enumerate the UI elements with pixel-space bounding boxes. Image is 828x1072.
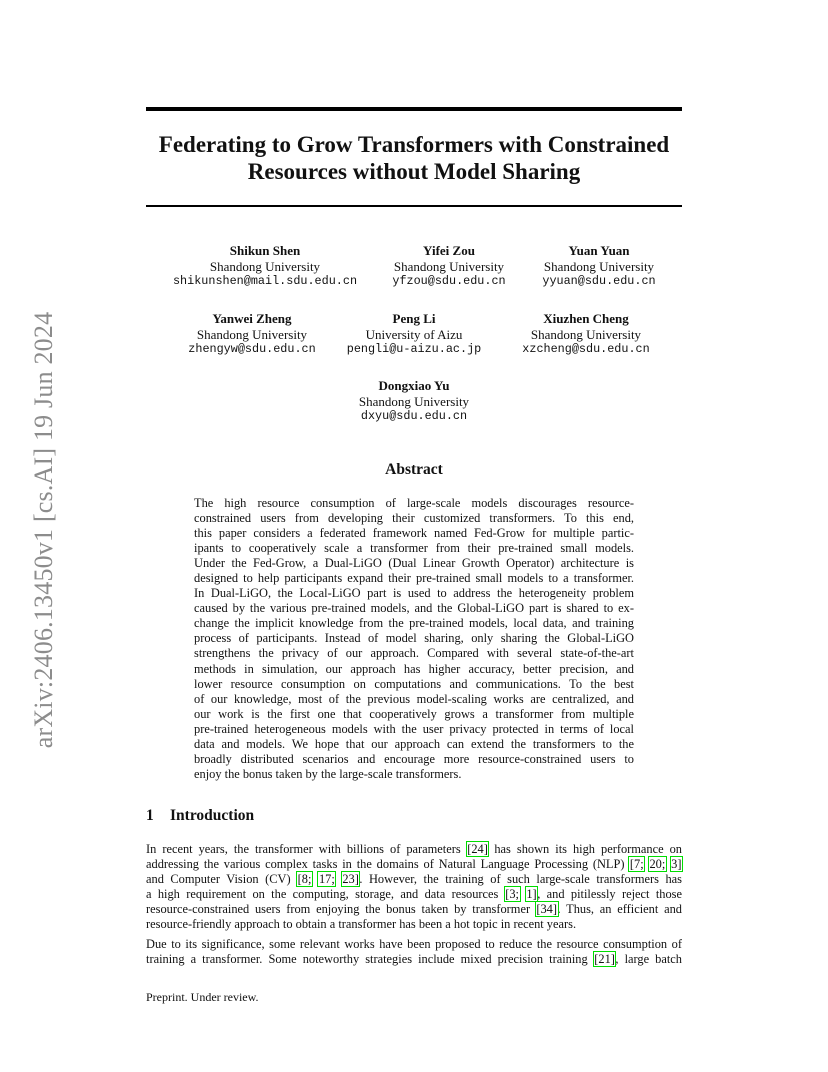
abstract-line: methods in simulation, our approach has higher accuracy, better precision, and xyxy=(194,661,634,676)
text: . However, the training of such large-scale transformers has xyxy=(359,872,682,887)
author-email[interactable]: zhengyw@sdu.edu.cn xyxy=(188,342,316,356)
paragraph-line xyxy=(146,902,682,917)
abstract-line: change the implicit knowledge from the pre-trained models, local data, and training xyxy=(194,616,634,631)
paragraph-line xyxy=(146,952,682,967)
author-name: Xiuzhen Cheng xyxy=(543,311,629,326)
citation-link[interactable]: [34] xyxy=(536,902,557,917)
author-name: Peng Li xyxy=(392,311,436,326)
author-affiliation: University of Aizu xyxy=(365,326,463,342)
citation-link[interactable]: 17; xyxy=(318,872,335,887)
section-heading xyxy=(146,807,254,825)
text: In recent years, the transformer with billions of parameters xyxy=(146,842,467,856)
abstract-line: strengthens the privacy of our approach. Compared with several state-of-the-art xyxy=(194,646,634,661)
author-affiliation: Shandong University xyxy=(209,258,321,274)
text xyxy=(520,887,526,901)
intro-paragraph xyxy=(146,842,682,932)
section-number: 1 xyxy=(146,807,154,824)
citation-link[interactable]: 1] xyxy=(526,887,537,902)
author-email[interactable]: xzcheng@sdu.edu.cn xyxy=(522,342,650,356)
citation-link[interactable]: [3; xyxy=(505,887,519,902)
author-name: Yuan Yuan xyxy=(568,243,630,258)
abstract-line: pre-trained heterogeneous models with the user privacy protected in terms of local xyxy=(194,721,634,736)
author-email[interactable]: yfzou@sdu.edu.cn xyxy=(392,274,506,288)
arxiv-identifier-stamp xyxy=(24,300,64,760)
text: and Computer Vision (CV) xyxy=(146,872,298,887)
text: resource-constrained users from enjoying the bonus taken by transformer xyxy=(146,902,536,917)
abstract-line: Under the Fed-Grow, a Dual-LiGO (Dual Linear Growth Operator) architecture is xyxy=(194,556,634,571)
author-block xyxy=(524,243,674,290)
author-affiliation: Shandong University xyxy=(530,326,642,342)
abstract-line: this paper considers a federated framework named Fed-Grow for multiple partic- xyxy=(194,526,634,541)
paragraph-line xyxy=(146,872,682,887)
author-name: Yifei Zou xyxy=(423,243,475,258)
author-affiliation: Shandong University xyxy=(393,258,505,274)
abstract-line: In Dual-LiGO, the Local-LiGO part is used to address the heterogeneity problem xyxy=(194,586,634,601)
author-affiliation: Shandong University xyxy=(358,393,470,409)
abstract-line: our work is the first one that cooperatively grows a transformer from multiple xyxy=(194,706,634,721)
citation-link[interactable]: [24] xyxy=(467,842,488,856)
paragraph-line xyxy=(146,842,682,857)
text: . Thus, an efficient and xyxy=(557,902,682,917)
author-name: Shikun Shen xyxy=(229,243,301,258)
paragraph-line xyxy=(146,887,682,902)
citation-link[interactable]: [7; xyxy=(629,857,644,872)
abstract-heading: Abstract xyxy=(385,461,443,478)
author-email[interactable]: shikunshen@mail.sdu.edu.cn xyxy=(172,274,358,288)
abstract-line: ipants to cooperatively scale a transformer from their pre-trained small models. xyxy=(194,541,634,556)
section-title: Introduction xyxy=(170,807,255,824)
page-footer: Preprint. Under review. xyxy=(146,990,259,1004)
author-affiliation: Shandong University xyxy=(196,326,308,342)
paper-title xyxy=(146,131,682,185)
abstract-line: The high resource consumption of large-scale models discourages resource- xyxy=(194,496,634,510)
author-block xyxy=(506,311,666,358)
text xyxy=(666,857,671,871)
abstract-line: designed to help participants expand their pre-trained small models to a transformer. xyxy=(194,571,634,586)
author-name: Yanwei Zheng xyxy=(212,311,292,326)
text: addressing the various complex tasks in the domains of Natural Language Processing (NLP) xyxy=(146,857,630,872)
text: , large batch xyxy=(615,952,683,967)
title-top-rule xyxy=(146,107,682,111)
abstract-body xyxy=(194,496,634,782)
citation-link[interactable]: [21] xyxy=(594,952,615,967)
abstract-line: process of participants. Instead of model sharing, only sharing the Global-LiGO xyxy=(194,631,634,646)
citation-link[interactable]: [8; xyxy=(297,872,312,887)
author-email[interactable]: yyuan@sdu.edu.cn xyxy=(542,274,656,288)
abstract-line: data and models. We hope that our approach can extend the transformers to the xyxy=(194,736,634,751)
author-block xyxy=(170,243,360,290)
text: training a transformer. Some noteworthy strategies include mixed precision training xyxy=(146,952,594,967)
abstract-line: enjoy the bonus taken by the large-scale transformers. xyxy=(194,766,462,781)
title-line: Resources without Model Sharing xyxy=(247,159,581,184)
paragraph-line: resource-friendly approach to obtain a transformer has been a hot topic in recent years. xyxy=(146,917,577,932)
intro-paragraph xyxy=(146,937,682,967)
author-name: Dongxiao Yu xyxy=(378,378,450,393)
title-line: Federating to Grow Transformers with Constrained xyxy=(158,132,670,157)
abstract-line: broadly distributed scenarios and encourage more resource-constrained users to xyxy=(194,751,634,766)
citation-link[interactable]: 20; xyxy=(649,857,666,872)
author-block xyxy=(374,243,524,290)
citation-link[interactable]: 23] xyxy=(342,872,359,887)
author-email[interactable]: pengli@u-aizu.ac.jp xyxy=(346,342,482,356)
arxiv-id: arXiv:2406.13450v1 [cs.AI] 19 Jun 2024 xyxy=(29,311,58,749)
author-block xyxy=(162,311,342,358)
text: a high requirement on the computing, storage, and data resources xyxy=(146,887,505,902)
author-affiliation: Shandong University xyxy=(543,258,655,274)
paragraph-line: Due to its significance, some relevant works have been proposed to reduce the resource consumption of xyxy=(146,937,682,951)
text xyxy=(335,872,342,886)
text: has shown its high performance on xyxy=(488,842,683,856)
paragraph-line xyxy=(146,857,682,872)
author-block xyxy=(334,311,494,358)
abstract-line: of our knowledge, most of the previous model-scaling works are centralized, and xyxy=(194,691,634,706)
abstract-line: lower resource consumption on computations and communications. To the best xyxy=(194,676,634,691)
citation-link[interactable]: 3] xyxy=(671,857,682,872)
author-block xyxy=(334,378,494,425)
author-email[interactable]: dxyu@sdu.edu.cn xyxy=(360,409,468,423)
title-bottom-rule xyxy=(146,205,682,207)
abstract-line: constrained users from developing their customized transformers. To this end, xyxy=(194,511,634,526)
text: , and pitilessly reject those xyxy=(537,887,682,902)
abstract-line: caused by the various pre-trained models, and the Global-LiGO part is shared to ex- xyxy=(194,601,634,616)
